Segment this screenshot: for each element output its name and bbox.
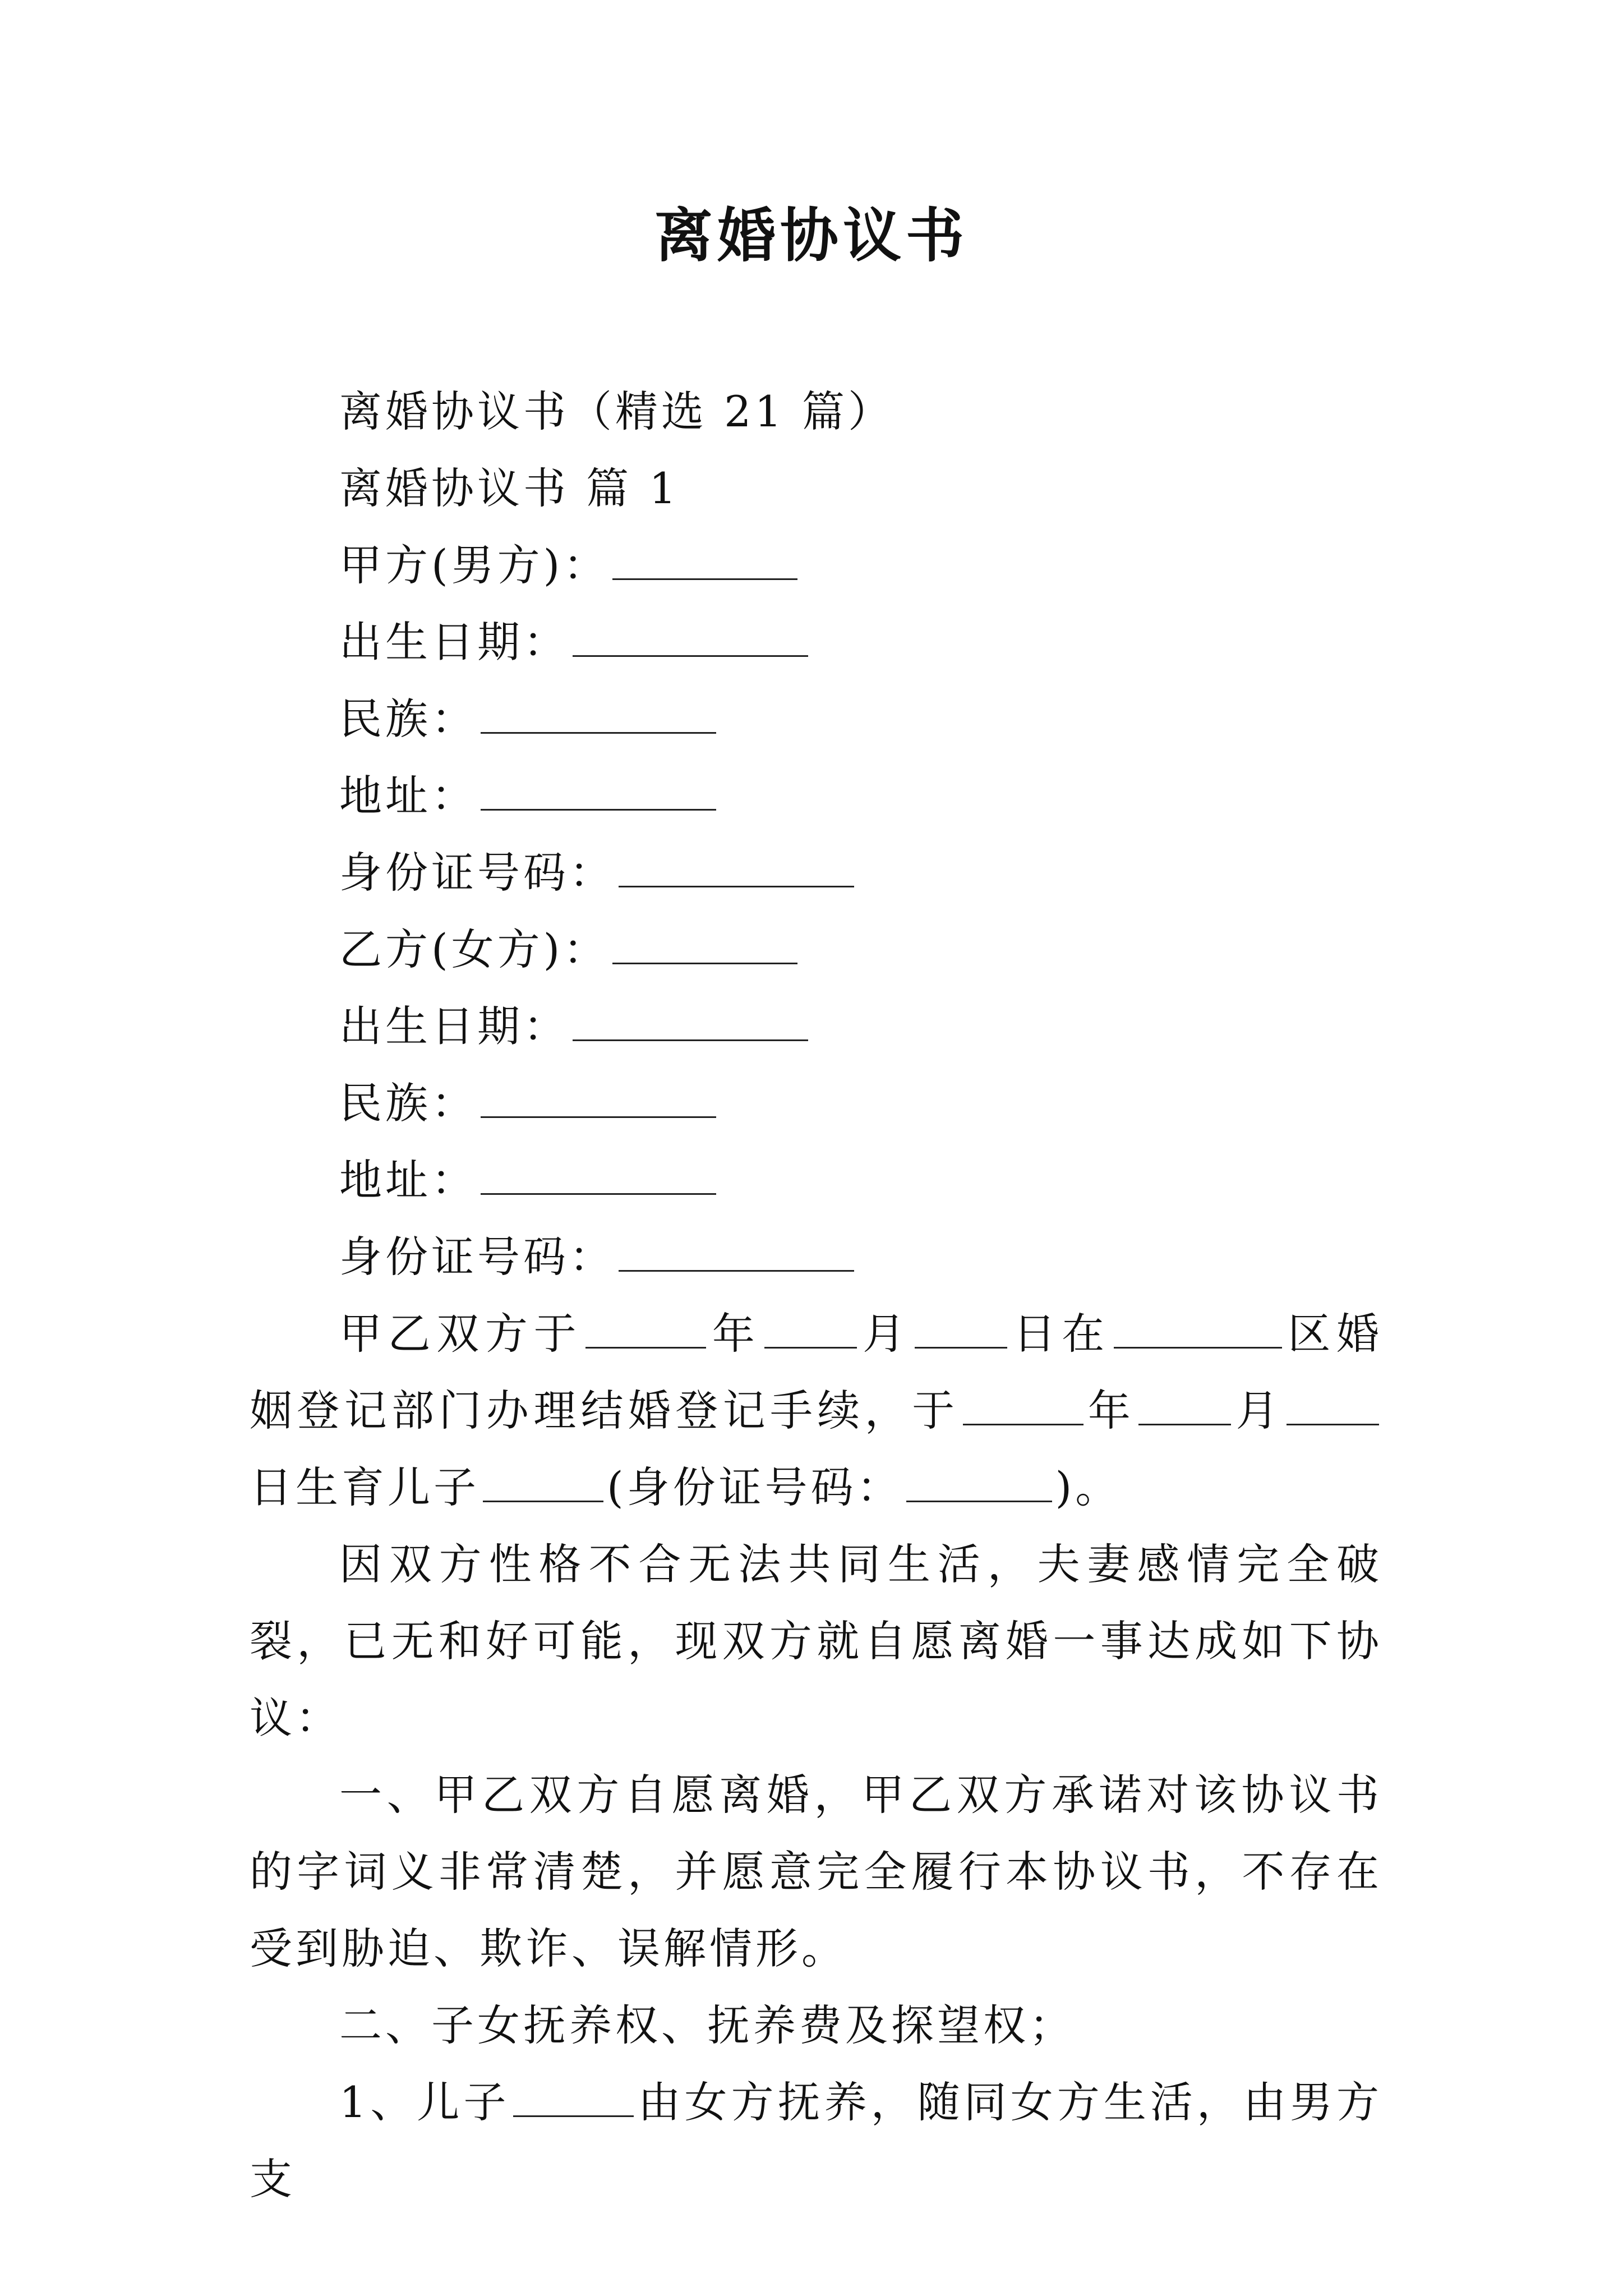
text-fragment: 月 [1234,1386,1284,1435]
party-b-id-line [250,1218,1382,1295]
blank-field [513,2082,634,2117]
blank-field [612,545,797,580]
blank-field [1287,1390,1379,1425]
blank-field [481,698,716,734]
text-fragment: 月 [860,1309,911,1359]
ethnicity-label: 民族： [339,694,477,744]
document-title: 离婚协议书 [654,201,969,270]
ethnicity-label: 民族： [339,1078,477,1128]
blank-field [585,1313,706,1349]
blank-field [963,1390,1083,1425]
id-number-label: 身份证号码： [339,1232,615,1282]
blank-field [612,929,797,964]
text-fragment: 日生育儿子 [250,1462,479,1512]
clause-two-heading: 二、子女抚养权、抚养费及探望权； [339,2000,1075,2050]
party-a-ethnicity-line [250,680,1382,757]
party-b-ethnicity-line [250,1065,1382,1142]
text-fragment: 区婚姻登记部门办理结婚登记手续，于 [250,1309,1383,1435]
text-fragment: 年 [709,1309,761,1359]
party-b-line [250,911,1382,988]
blank-field [906,1467,1052,1502]
reason-paragraph: 因双方性格不合无法共同生活，夫妻感情完全破裂，已无和好可能，现双方就自愿离婚一事达成如下协议： [250,1539,1382,1743]
party-a-line [250,527,1382,604]
text-fragment: 年 [1086,1386,1136,1435]
address-label: 地址： [339,1155,477,1205]
clause-one-paragraph: 一、甲乙双方自愿离婚，甲乙双方承诺对该协议书的字词义非常清楚，并愿意完全履行本协议书，不存在受到胁迫、欺诈、误解情形。 [250,1770,1382,1973]
blank-field [1114,1313,1282,1349]
party-a-label: 甲方(男方)： [339,540,610,590]
text-fragment: )。 [1055,1462,1122,1512]
text-fragment: 甲乙双方于 [339,1309,583,1359]
party-a-birth-line [250,604,1382,680]
party-b-address-line [250,1142,1382,1218]
blank-field [915,1313,1007,1349]
text-fragment: 日在 [1010,1309,1110,1359]
blank-field [481,1083,716,1118]
birth-date-label: 出生日期： [339,617,569,667]
address-label: 地址： [339,771,477,821]
party-b-label: 乙方(女方)： [339,924,610,974]
section-heading: 离婚协议书 篇 1 [339,463,680,513]
birth-date-label: 出生日期： [339,1001,569,1051]
text-fragment: 1、儿子 [339,2077,510,2127]
clause-three-paragraph [250,2064,1382,2217]
subtitle: 离婚协议书（精选 21 篇） [339,386,895,436]
blank-field [1138,1390,1231,1425]
blank-field [764,1313,857,1349]
party-a-address-line [250,757,1382,834]
text-fragment: 由女方抚养，随同女方生活，由男方支 [250,2077,1382,2204]
marriage-paragraph [250,1295,1382,1526]
blank-field [481,775,716,811]
blank-field [619,852,854,887]
document-body [250,373,1382,2217]
blank-field [573,1006,808,1041]
blank-field [481,1159,716,1195]
text-fragment: (身份证号码： [607,1462,903,1512]
id-number-label: 身份证号码： [339,848,615,898]
blank-field [619,1236,854,1272]
blank-field [483,1467,603,1502]
blank-field [573,622,808,657]
party-a-id-line [250,834,1382,911]
party-b-birth-line [250,988,1382,1065]
